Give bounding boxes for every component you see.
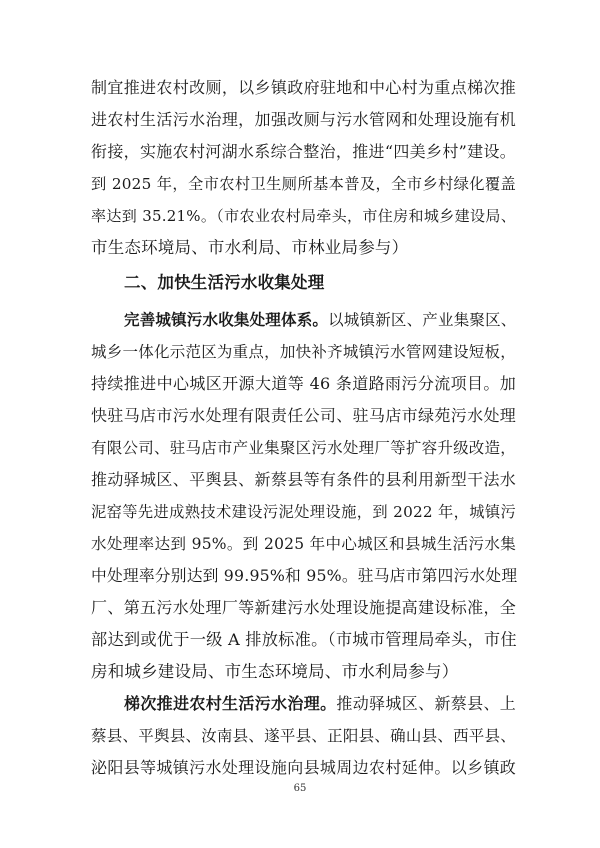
- text-line: 有限公司、驻马店市产业集聚区污水处理厂等扩容升级改造，: [91, 439, 516, 457]
- paragraph-rural-sewage: [91, 688, 516, 784]
- text-line: 水处理率达到 95%。到 2025 年中心城区和县城生活污水集: [91, 535, 516, 553]
- text-line: 部达到或优于一级 A 排放标准。（市城市管理局牵头，市住: [91, 630, 517, 649]
- text-line: [91, 688, 516, 720]
- text-line: 快驻马店市污水处理有限责任公司、驻马店市绿苑污水处理: [91, 406, 516, 425]
- line-rest: 推动驿城区、新蔡县、上: [336, 694, 516, 713]
- text-line: 房和城乡建设局、市生态环境局、市水利局参与）: [91, 662, 459, 681]
- text-line: 率达到 35.21%。（市农业农村局牵头，市住房和城乡建设局、: [91, 207, 516, 225]
- text-line: 进农村生活污水治理，加强改厕与污水管网和处理设施有机: [91, 110, 516, 129]
- text-line: [91, 304, 516, 336]
- paragraph-urban-sewage: [91, 304, 516, 688]
- text-line: 市生态环境局、市水利局、市林业局参与）: [91, 238, 409, 257]
- text-line: 城乡一体化示范区为重点，加快补齐城镇污水管网建设短板，: [91, 343, 516, 361]
- paragraph-lead: 梯次推进农村生活污水治理。: [124, 694, 337, 713]
- paragraph-rural-toilets: [91, 72, 516, 264]
- paragraph-lead: 完善城镇污水收集处理体系。: [124, 310, 329, 329]
- text-line: 到 2025 年，全市农村卫生厕所基本普及，全市乡村绿化覆盖: [91, 175, 516, 193]
- page-number: 65: [293, 783, 307, 794]
- text-line: 蔡县、平舆县、汝南县、遂平县、正阳县、确山县、西平县、: [91, 727, 516, 745]
- document-page: [91, 72, 516, 784]
- text-line: 厂、第五污水处理厂等新建污水处理设施提高建设标准，全: [91, 598, 516, 617]
- text-line: 泥窑等先进成熟技术建设污泥处理设施，到 2022 年，城镇污: [91, 503, 516, 521]
- text-line: 泌阳县等城镇污水处理设施向县城周边农村延伸。以乡镇政: [91, 758, 516, 777]
- text-line: 衔接，实施农村河湖水系综合整治，推进“四美乡村”建设。: [91, 142, 516, 161]
- text-line: 中处理率分别达到 99.95%和 95%。驻马店市第四污水处理: [91, 566, 518, 585]
- section-heading: 二、加快生活污水收集处理: [124, 273, 325, 292]
- text-line: 推动驿城区、平舆县、新蔡县等有条件的县利用新型干法水: [91, 470, 516, 489]
- text-line: 制宜推进农村改厕，以乡镇政府驻地和中心村为重点梯次推: [91, 78, 516, 97]
- line-rest: 以城镇新区、产业集聚区、: [328, 311, 517, 329]
- text-line: 持续推进中心城区开源大道等 46 条道路雨污分流项目。加: [91, 374, 516, 393]
